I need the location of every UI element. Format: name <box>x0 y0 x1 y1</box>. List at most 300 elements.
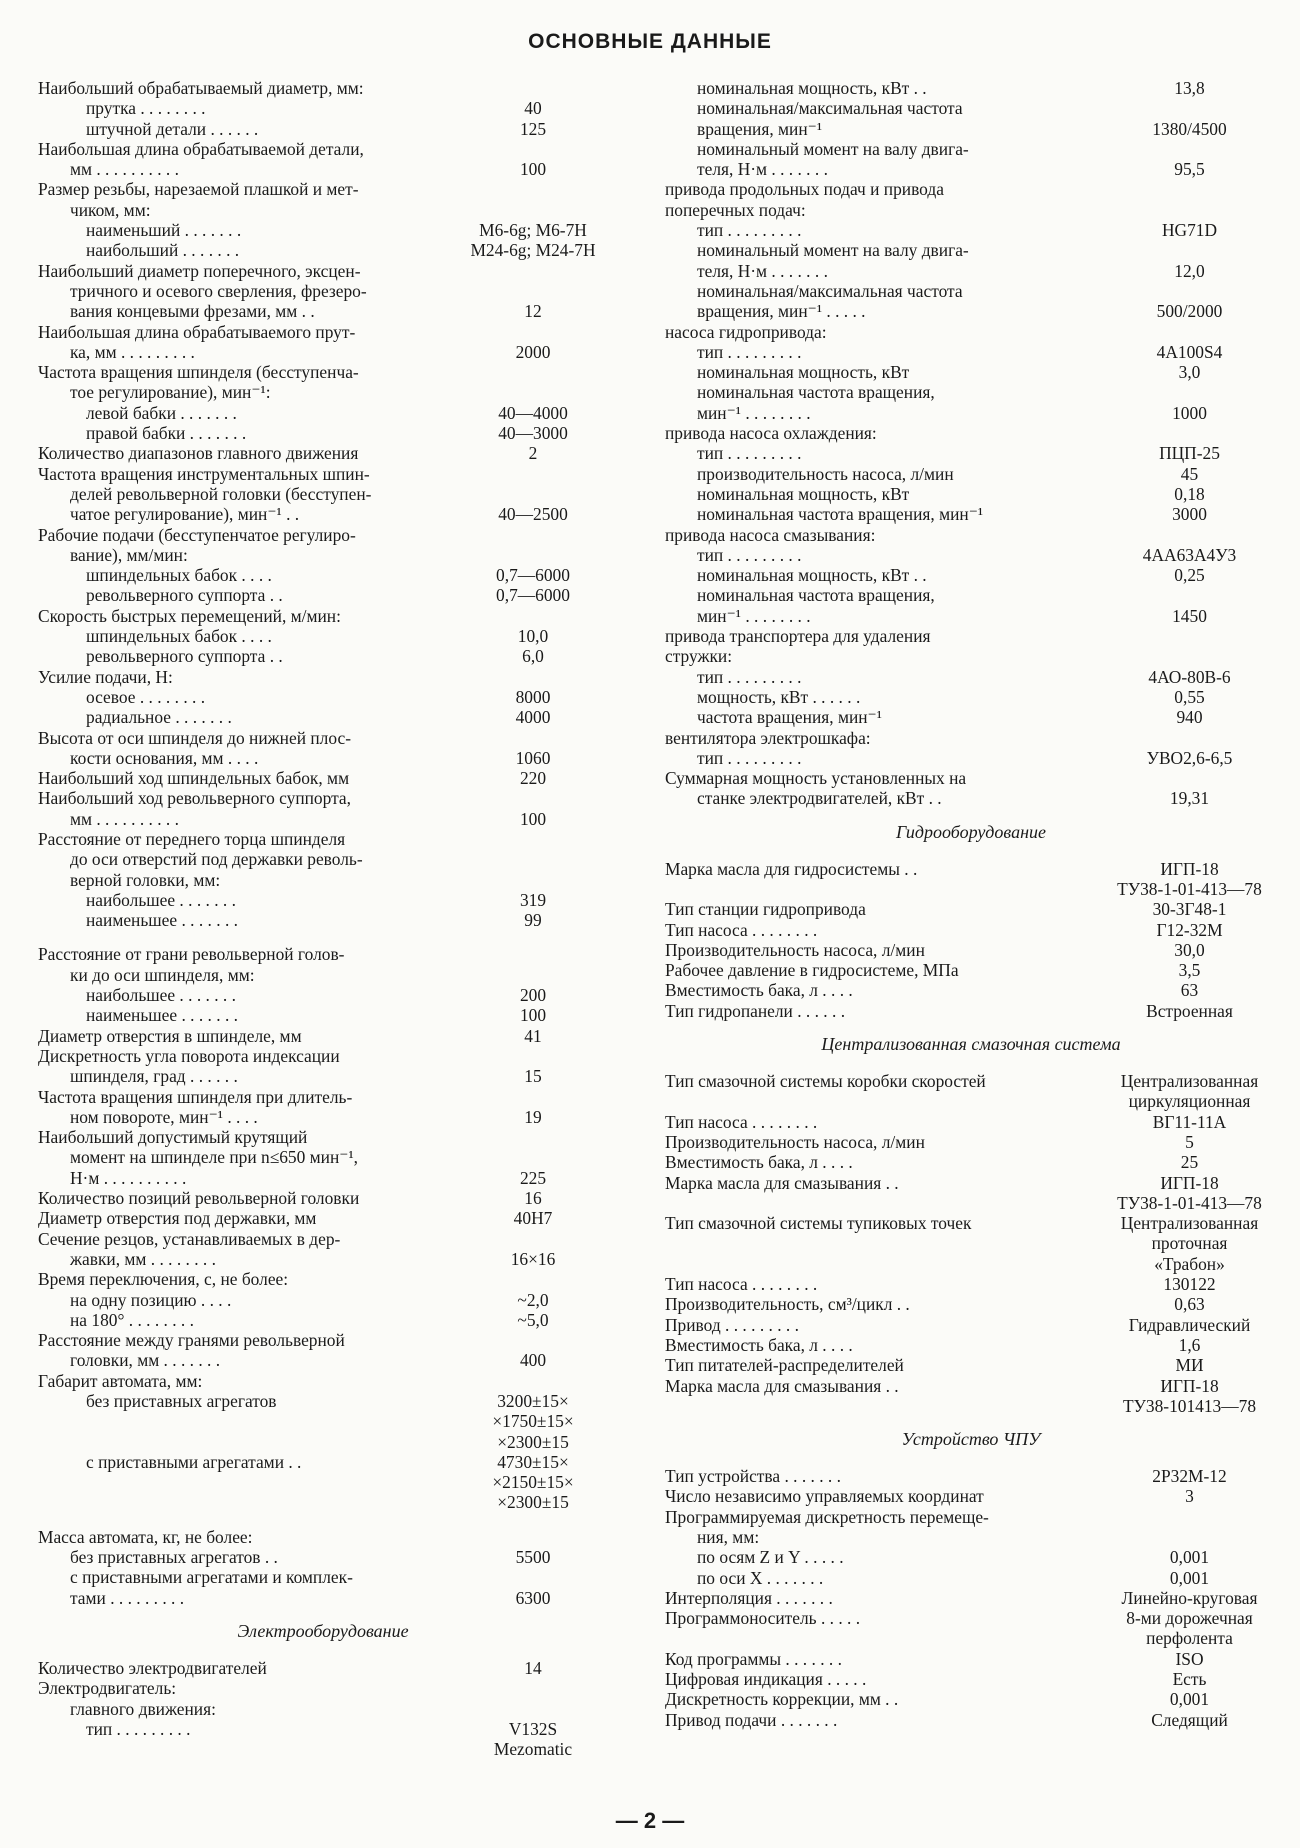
spec-label: тип . . . . . . . . . <box>697 443 802 464</box>
spec-row <box>665 78 1277 98</box>
spec-label: привода насоса охлаждения: <box>665 423 877 444</box>
spec-label: насоса гидропривода: <box>665 321 827 342</box>
spec-value: проточная <box>1151 1233 1228 1254</box>
spec-row <box>665 626 1277 646</box>
spec-value: ×2150±15× <box>492 1472 574 1493</box>
spec-row <box>665 879 1277 899</box>
spec-row <box>665 1396 1277 1416</box>
spec-label: номинальный момент на валу двига- <box>697 138 969 159</box>
spec-row <box>665 920 1277 940</box>
spec-label: револьверного суппорта . . <box>86 585 283 606</box>
spec-label: Наибольшая длина обрабатываемой детали, <box>38 138 364 159</box>
spec-value: 40 <box>524 98 542 119</box>
spec-row <box>665 504 1277 524</box>
spec-row <box>38 1269 608 1289</box>
spec-row <box>665 1568 1277 1588</box>
spec-row <box>38 1208 608 1228</box>
spec-row <box>38 944 608 964</box>
spec-row <box>665 1376 1277 1396</box>
spec-row <box>38 1411 608 1431</box>
spec-label: ния, мм: <box>697 1527 760 1547</box>
spec-row <box>665 1608 1277 1628</box>
spec-label: Скорость быстрых перемещений, м/мин: <box>38 605 341 626</box>
spec-row <box>38 565 608 585</box>
spec-label: Марка масла для гидросистемы . . <box>665 858 918 879</box>
spec-value: «Трабон» <box>1154 1253 1225 1274</box>
spec-row <box>38 179 608 199</box>
spec-row <box>38 870 608 890</box>
spec-value: 225 <box>519 1167 547 1188</box>
spec-label: Производительность, см³/цикл . . <box>665 1294 910 1315</box>
spec-label: вентилятора электрошкафа: <box>665 727 871 748</box>
spec-value: 41 <box>524 1025 542 1046</box>
spec-row <box>665 748 1277 768</box>
spec-row <box>38 1658 608 1678</box>
spec-label: Производительность насоса, л/мин <box>665 939 925 960</box>
spec-value: 0,001 <box>1169 1689 1210 1710</box>
spec-row <box>665 403 1277 423</box>
spec-row <box>665 980 1277 1000</box>
spec-label: номинальная частота вращения, <box>697 382 935 403</box>
spec-row <box>665 362 1277 382</box>
spec-value: 2Р32М-12 <box>1152 1466 1227 1487</box>
spec-label: тричного и осевого сверления, фрезеро- <box>70 280 367 301</box>
spec-value: 1,6 <box>1178 1334 1201 1355</box>
spec-value: ~2,0 <box>517 1289 549 1310</box>
spec-label: шпинделя, град . . . . . . <box>70 1066 238 1087</box>
spec-row <box>38 1452 608 1472</box>
spec-label: мм . . . . . . . . . . <box>70 159 179 180</box>
spec-value: 13,8 <box>1174 78 1205 98</box>
spec-row <box>38 98 608 118</box>
spec-row <box>665 1355 1277 1375</box>
spec-row <box>665 1669 1277 1689</box>
spec-value: М24-6g; М24-7H <box>470 240 596 261</box>
spec-label: Время переключения, с, не более: <box>38 1269 289 1290</box>
spec-value: 0,7—6000 <box>496 565 570 586</box>
spec-value: 14 <box>524 1657 542 1678</box>
spec-row <box>665 707 1277 727</box>
spec-value: 40—2500 <box>498 504 568 525</box>
spec-row <box>38 1492 608 1512</box>
spec-label: Марка масла для смазывания . . <box>665 1375 899 1396</box>
spec-label: Программоноситель . . . . . <box>665 1608 861 1629</box>
spec-label: шпиндельных бабок . . . . <box>86 565 272 586</box>
spec-row <box>38 1350 608 1370</box>
spec-value: 130122 <box>1163 1274 1216 1295</box>
spec-row <box>665 1001 1277 1021</box>
spec-label: штучной детали . . . . . . <box>86 118 259 139</box>
spec-value: 2000 <box>515 341 551 362</box>
spec-row <box>38 1527 608 1547</box>
spec-value: 0,001 <box>1169 1567 1210 1588</box>
spec-value: 40H7 <box>513 1208 553 1229</box>
spec-row <box>38 1310 608 1330</box>
spec-value: 40—3000 <box>498 423 568 444</box>
spec-value: 0,7—6000 <box>496 585 570 606</box>
spec-label: тами . . . . . . . . . <box>70 1587 185 1608</box>
spec-row <box>38 910 608 930</box>
spec-label: Наибольший диаметр поперечного, эксцен- <box>38 260 361 281</box>
spec-value: 95,5 <box>1174 159 1205 180</box>
spec-value: 8-ми дорожечная <box>1126 1608 1253 1629</box>
spec-row <box>38 484 608 504</box>
spec-row <box>38 1168 608 1188</box>
spec-value: ИГП-18 <box>1160 858 1219 879</box>
spec-label: теля, Н·м . . . . . . . <box>697 260 828 281</box>
spec-label: Наибольший допустимый крутящий <box>38 1127 308 1148</box>
spec-row <box>38 342 608 362</box>
spec-label: Частота вращения шпинделя (бесступенча- <box>38 362 359 383</box>
spec-row <box>665 423 1277 443</box>
spec-row <box>38 301 608 321</box>
spec-label: Наибольший ход шпиндельных бабок, мм <box>38 768 350 789</box>
spec-row <box>665 179 1277 199</box>
spec-row <box>38 504 608 524</box>
spec-row <box>665 1649 1277 1669</box>
spec-row <box>665 1507 1277 1527</box>
spec-row <box>665 1710 1277 1730</box>
spec-value: 5 <box>1185 1131 1194 1152</box>
spec-row <box>665 1547 1277 1567</box>
spec-label: тип . . . . . . . . . <box>697 747 802 768</box>
spec-value: 4АА63А4У3 <box>1142 544 1237 565</box>
spec-value: 16 <box>524 1188 542 1209</box>
spec-label: Производительность насоса, л/мин <box>665 1131 925 1152</box>
spec-row <box>38 1547 608 1567</box>
spec-value: 3 <box>1185 1486 1194 1507</box>
page-number: — 2 — <box>615 1808 685 1833</box>
spec-label: тое регулирование), мин⁻¹: <box>70 382 271 403</box>
spec-label: Тип питателей-распределителей <box>665 1355 904 1376</box>
spec-row <box>665 1173 1277 1193</box>
spec-row <box>665 484 1277 504</box>
spec-value: 19,31 <box>1169 788 1210 809</box>
spec-row <box>38 443 608 463</box>
spec-row <box>38 849 608 869</box>
spec-row <box>665 1588 1277 1608</box>
spec-value: 100 <box>519 1005 547 1026</box>
spec-label: револьверного суппорта . . <box>86 646 283 667</box>
spec-label: Суммарная мощность установленных на <box>665 768 967 789</box>
spec-row <box>665 1112 1277 1132</box>
spec-row <box>665 261 1277 281</box>
spec-label: наименьшее . . . . . . . <box>86 910 238 931</box>
spec-row <box>38 1026 608 1046</box>
spec-row <box>38 261 608 281</box>
spec-row <box>38 1005 608 1025</box>
spec-label: жавки, мм . . . . . . . . <box>70 1248 216 1269</box>
spec-label: Тип насоса . . . . . . . . <box>665 1274 818 1295</box>
spec-value: 0,55 <box>1174 686 1205 707</box>
spec-value: V132S <box>508 1718 558 1739</box>
section-heading: Устройство ЧПУ <box>901 1429 1041 1450</box>
spec-row <box>665 1132 1277 1152</box>
spec-label: наименьшее . . . . . . . <box>86 1005 238 1026</box>
spec-row <box>665 1152 1277 1172</box>
spec-row <box>665 159 1277 179</box>
spec-label: Дискретность коррекции, мм . . <box>665 1689 899 1710</box>
spec-row <box>38 1290 608 1310</box>
spec-row <box>665 565 1277 585</box>
spec-value: 100 <box>519 808 547 829</box>
spacer <box>38 930 608 944</box>
spec-label: Тип смазочной системы тупиковых точек <box>665 1213 972 1234</box>
spec-value: УВО2,6-6,5 <box>1146 747 1233 768</box>
spec-value: 100 <box>519 159 547 180</box>
spec-label: вращения, мин⁻¹ . . . . . <box>697 301 866 322</box>
spec-value: ИГП-18 <box>1160 1172 1219 1193</box>
spec-label: мм . . . . . . . . . . <box>70 808 179 829</box>
spec-row <box>38 220 608 240</box>
spec-label: главного движения: <box>70 1698 216 1719</box>
spec-value: 63 <box>1180 980 1199 1001</box>
spec-label: Количество электродвигателей <box>38 1657 267 1678</box>
spec-row <box>38 890 608 910</box>
spec-row <box>665 940 1277 960</box>
spec-row <box>38 1472 608 1492</box>
spec-label: привода транспортера для удаления <box>665 626 931 647</box>
spec-row <box>665 667 1277 687</box>
page-title: ОСНОВНЫЕ ДАННЫЕ <box>528 30 772 53</box>
spacer <box>38 1513 608 1527</box>
spec-row <box>38 728 608 748</box>
spec-row <box>665 768 1277 788</box>
spec-row <box>665 98 1277 118</box>
spec-row <box>665 646 1277 666</box>
spec-label: Наибольший ход револьверного суппорта, <box>38 788 351 809</box>
spec-label: Расстояние от переднего торца шпинделя <box>38 828 346 849</box>
spec-row <box>38 1147 608 1167</box>
spec-label: производительность насоса, л/мин <box>697 463 954 484</box>
spec-label: Диаметр отверстия в шпинделе, мм <box>38 1025 302 1046</box>
spec-label: правой бабки . . . . . . . <box>86 423 247 444</box>
spec-label: Частота вращения шпинделя при длитель- <box>38 1086 353 1107</box>
spec-row <box>38 159 608 179</box>
spec-value: 12,0 <box>1174 260 1205 281</box>
spec-value: 0,63 <box>1174 1294 1205 1315</box>
spec-row <box>38 748 608 768</box>
spec-label: Габарит автомата, мм: <box>38 1370 203 1391</box>
section-heading: Электрооборудование <box>237 1620 409 1641</box>
spec-label: Вместимость бака, л . . . . <box>665 1334 853 1355</box>
spec-value: 5500 <box>515 1547 551 1568</box>
spec-row <box>38 626 608 646</box>
spec-row <box>665 1527 1277 1547</box>
spec-value: 4А100S4 <box>1156 341 1223 362</box>
spec-row <box>665 1254 1277 1274</box>
spec-value: Централизованная <box>1120 1071 1259 1092</box>
spec-label: вание), мм/мин: <box>70 544 188 565</box>
spec-row <box>665 687 1277 707</box>
spec-row <box>38 119 608 139</box>
spec-row <box>38 1739 608 1759</box>
spec-row <box>665 342 1277 362</box>
spec-row <box>665 1294 1277 1314</box>
spec-value: 16×16 <box>510 1248 556 1269</box>
spec-value: 2 <box>528 443 538 464</box>
spec-row <box>38 687 608 707</box>
spec-row <box>665 464 1277 484</box>
spec-label: номинальный момент на валу двига- <box>697 240 969 261</box>
spec-label: без приставных агрегатов <box>86 1391 277 1411</box>
spec-row <box>665 1486 1277 1506</box>
spec-label: ка, мм . . . . . . . . . <box>70 341 195 362</box>
spec-label: осевое . . . . . . . . <box>86 686 206 707</box>
spec-row <box>665 899 1277 919</box>
spec-value: перфолента <box>1146 1628 1233 1649</box>
spec-value: 12 <box>524 301 542 322</box>
spec-row <box>38 965 608 985</box>
spec-value: Централизованная <box>1120 1213 1259 1234</box>
spec-label: ном повороте, мин⁻¹ . . . . <box>70 1106 258 1127</box>
spec-value: Mezomatic <box>493 1739 573 1760</box>
spec-label: тип . . . . . . . . . <box>86 1718 191 1739</box>
spec-label: номинальная частота вращения, мин⁻¹ <box>697 504 984 525</box>
spec-label: номинальная/максимальная частота <box>697 98 963 119</box>
spec-label: Марка масла для смазывания . . <box>665 1172 899 1193</box>
spec-row <box>665 960 1277 980</box>
spec-row <box>38 1699 608 1719</box>
spec-label: Привод . . . . . . . . . <box>665 1314 799 1335</box>
spec-row <box>38 1588 608 1608</box>
spec-value: 6,0 <box>522 646 544 667</box>
spec-label: делей револьверной головки (бесступен- <box>70 483 372 504</box>
spec-row <box>665 119 1277 139</box>
spec-row <box>665 1091 1277 1111</box>
spec-value: 8000 <box>515 686 551 707</box>
spec-label: Программируемая дискретность перемеще- <box>665 1506 989 1527</box>
spec-row <box>38 606 608 626</box>
left-column <box>38 78 608 1759</box>
spec-label: Расстояние между гранями револьверной <box>38 1330 345 1351</box>
spec-label: тип . . . . . . . . . <box>697 544 802 565</box>
spec-label: Тип станции гидропривода <box>665 899 866 920</box>
spec-label: вания концевыми фрезами, мм . . <box>70 301 315 322</box>
spec-label: Вместимость бака, л . . . . <box>665 980 853 1001</box>
spec-value: ПЦП-25 <box>1159 443 1220 464</box>
spec-label: Число независимо управляемых координат <box>665 1486 984 1507</box>
spec-label: Размер резьбы, нарезаемой плашкой и мет- <box>38 179 359 200</box>
spec-value: ВГ11-11А <box>1152 1111 1227 1132</box>
spec-label: ки до оси шпинделя, мм: <box>70 964 255 985</box>
spec-value: 40—4000 <box>498 402 568 423</box>
spec-label: Количество диапазонов главного движения <box>38 443 359 464</box>
spec-value: 6300 <box>515 1587 551 1608</box>
spec-row <box>665 200 1277 220</box>
spec-row <box>38 382 608 402</box>
spec-label: Рабочее давление в гидросистеме, МПа <box>665 960 959 981</box>
spec-value: 10,0 <box>517 626 549 647</box>
spec-value: 4АО-80В-6 <box>1148 666 1231 687</box>
spec-value: 220 <box>519 768 547 789</box>
spec-label: по осям Z и Y . . . . . <box>697 1547 844 1568</box>
spec-value: 1000 <box>1172 402 1207 423</box>
spec-value: 25 <box>1180 1152 1199 1173</box>
right-column <box>665 78 1277 1730</box>
spec-label: Сечение резцов, устанавливаемых в дер- <box>38 1228 341 1249</box>
spec-label: вращения, мин⁻¹ <box>697 118 823 139</box>
spec-row <box>38 809 608 829</box>
spec-row <box>665 1274 1277 1294</box>
spec-label: радиальное . . . . . . . <box>86 707 232 728</box>
spec-label: головки, мм . . . . . . . <box>70 1350 221 1371</box>
spec-value: Есть <box>1172 1669 1207 1690</box>
spec-value: 1380/4500 <box>1152 118 1227 139</box>
spec-label: привода продольных подач и привода <box>665 179 944 200</box>
spec-label: Диаметр отверстия под державки, мм <box>38 1208 317 1229</box>
spec-label: шпиндельных бабок . . . . <box>86 626 272 647</box>
spec-label: номинальная мощность, кВт <box>697 362 910 383</box>
spec-label: номинальная частота вращения, <box>697 585 935 606</box>
spec-row <box>38 423 608 443</box>
spec-label: номинальная мощность, кВт . . <box>697 78 927 98</box>
spec-label: наибольшее . . . . . . . <box>86 985 236 1006</box>
spec-value: 3000 <box>1172 504 1207 525</box>
spec-value: Г12-32М <box>1156 919 1223 940</box>
spec-label: Код программы . . . . . . . <box>665 1648 842 1669</box>
spec-label: стружки: <box>665 646 733 667</box>
spec-label: наименьший . . . . . . . <box>86 220 242 241</box>
section-heading: Централизованная смазочная система <box>821 1034 1121 1055</box>
spec-row <box>38 139 608 159</box>
spec-label: номинальная мощность, кВт <box>697 483 910 504</box>
spec-value: ×2300±15 <box>497 1431 569 1452</box>
spec-label: Наибольшая длина обрабатываемого прут- <box>38 321 356 342</box>
spec-label: станке электродвигателей, кВт . . <box>697 788 942 809</box>
spec-value: ИГП-18 <box>1160 1375 1219 1396</box>
spec-row <box>38 281 608 301</box>
spec-value: М6-6g; М6-7H <box>479 220 587 241</box>
spec-row <box>38 403 608 423</box>
spec-row <box>38 362 608 382</box>
spec-label: Цифровая индикация . . . . . <box>665 1669 867 1690</box>
spec-value: 125 <box>519 118 547 139</box>
spec-row <box>665 728 1277 748</box>
spec-row <box>38 1391 608 1411</box>
spec-value: 940 <box>1176 707 1203 728</box>
spec-row <box>38 545 608 565</box>
spec-label: по оси X . . . . . . . <box>697 1567 824 1588</box>
spec-row <box>665 545 1277 565</box>
spec-label: с приставными агрегатами . . <box>86 1451 302 1472</box>
spec-row <box>665 301 1277 321</box>
spec-label: Интерполяция . . . . . . . <box>665 1587 833 1608</box>
spec-label: Привод подачи . . . . . . . <box>665 1709 838 1730</box>
spec-label: мощность, кВт . . . . . . <box>697 686 861 707</box>
spec-row <box>38 1249 608 1269</box>
spec-value: 15 <box>524 1066 542 1087</box>
spec-label: Тип устройства . . . . . . . <box>665 1466 841 1487</box>
spec-label: Частота вращения инструментальных шпин- <box>38 463 370 484</box>
spec-value: 4000 <box>515 707 551 728</box>
spec-label: на одну позицию . . . . <box>70 1289 232 1310</box>
spec-value: 99 <box>524 910 542 931</box>
spec-label: Тип смазочной системы коробки скоростей <box>665 1071 986 1092</box>
spec-value: Встроенная <box>1146 1000 1233 1021</box>
spec-value: 45 <box>1180 463 1199 484</box>
spec-value: циркуляционная <box>1128 1091 1251 1112</box>
spec-value: 30-3Г48-1 <box>1152 899 1227 920</box>
spec-label: верной головки, мм: <box>70 869 221 890</box>
spec-label: Вместимость бака, л . . . . <box>665 1152 853 1173</box>
spec-label: частота вращения, мин⁻¹ <box>697 707 882 728</box>
spec-label: Дискретность угла поворота индексации <box>38 1045 340 1066</box>
spec-value: 200 <box>519 985 547 1006</box>
spec-value: ТУ38-1-01-413—78 <box>1117 878 1262 899</box>
spec-label: Масса автомата, кг, не более: <box>38 1526 253 1547</box>
spec-value: ТУ38-101413—78 <box>1122 1395 1257 1416</box>
